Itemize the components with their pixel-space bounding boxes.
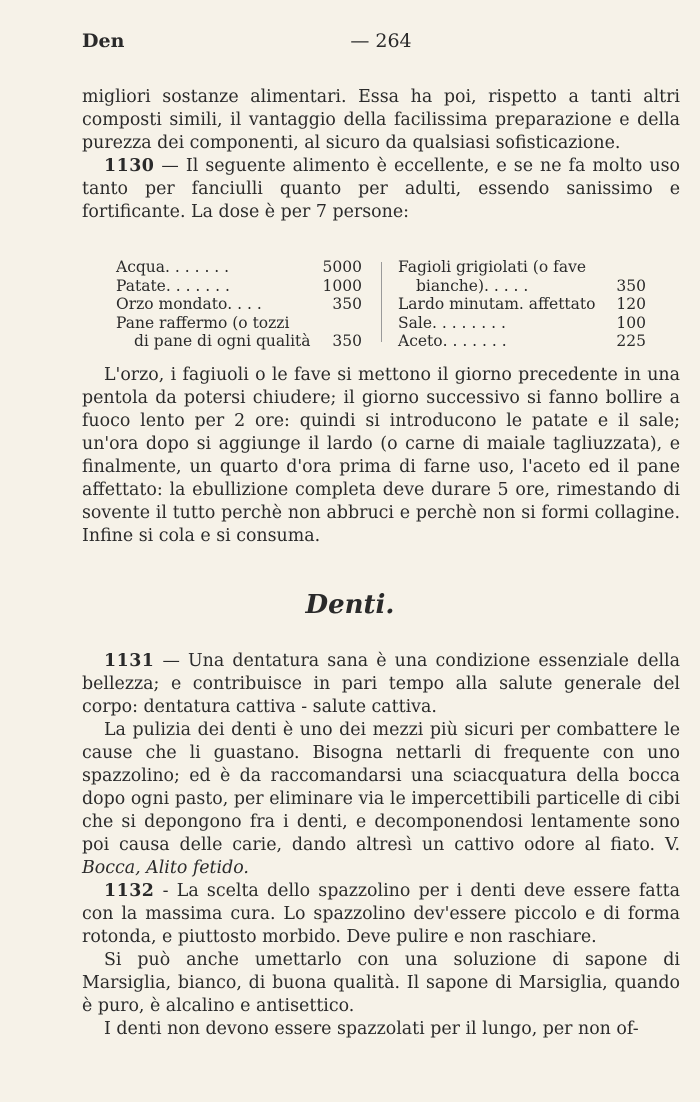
ingredient-row (116, 332, 362, 351)
paragraph-1131-cleaning-text: La pulizia dei denti è uno dei mezzi più sicuri per combattere le cause che li guastano. Bisogna nettarli di frequente con uno spazzolino; ed è da raccomandarsi una sciacquatura della bocca dopo ogni pasto, per eliminare via le impercettibili particelle di cibi che si depongono fra i denti, e decomponendosi lentamente sono poi causa delle carie, dando altresì un cattivo odore al fiato. (82, 720, 680, 855)
paragraph-1131 (82, 650, 680, 719)
ingredient-quantity: 1000 (322, 276, 362, 295)
ingredient-name: bianche) (416, 276, 484, 295)
ingredient-row (398, 277, 646, 296)
section-heading: Denti. (305, 590, 395, 620)
ingredient-row (398, 295, 646, 314)
text-block-top (82, 86, 680, 224)
page-number: — 264 (350, 30, 412, 52)
paragraph-1132-text: - La scelta dello spazzolino per i denti deve essere fatta con la massima cura. Lo spazzolino dev'essere piccolo e di forma rotonda, e piuttosto morbido. Deve pulire e non raschiare. (82, 881, 680, 947)
ingredient-quantity: 350 (616, 276, 646, 295)
ingredient-row (398, 314, 646, 333)
article-number-1132: 1132 (104, 881, 155, 901)
ingredient-row (116, 258, 362, 277)
ingredient-row (116, 277, 362, 296)
ingredient-row (116, 295, 362, 314)
ingredients-right-column (398, 258, 646, 351)
leader-dots: . . . . . . . (165, 258, 230, 276)
leader-dots: . . . . . . . . (432, 313, 506, 332)
ingredient-name: Sale (398, 313, 432, 332)
paragraph-1132-soap: Si può anche umettarlo con una soluzione di sapone di Marsiglia, bianco, di buona qualità. Il sapone di Marsiglia, quando è puro, è alcalino e antisettico. (82, 950, 680, 1016)
paragraph-1132-brushing: I denti non devono essere spazzolati per il lungo, per non of- (104, 1019, 639, 1039)
ingredient-row (398, 258, 646, 277)
ingredient-name: Acqua (116, 258, 166, 276)
article-number-1130: 1130 (104, 156, 155, 176)
ingredient-quantity: 350 (332, 295, 362, 313)
ingredient-quantity: 350 (332, 332, 362, 350)
leader-dots: . . . . (227, 295, 262, 313)
running-head-keyword: Den (82, 30, 125, 52)
ingredient-name: di pane di ogni qualità (134, 332, 311, 350)
cross-reference: Bocca, Alito fetido. (82, 858, 249, 878)
ingredient-name: Orzo mondato (116, 295, 228, 313)
leader-dots: . . . . . . . (165, 276, 230, 295)
paragraph-intro: migliori sostanze alimentari. Essa ha poi, rispetto a tanti altri composti simili, il vantaggio della facilissima preparazione e della purezza dei componenti, al sicuro da qualsiasi sofisticazione. (82, 87, 680, 153)
ingredient-quantity: 225 (616, 332, 646, 350)
paragraph-1130-text: — Il seguente alimento è eccellente, e se ne fa molto uso tanto per fanciulli quanto per adulti, essendo sanissimo e fortificante. La dose è per 7 persone: (82, 156, 680, 222)
ingredient-row (116, 314, 362, 333)
text-block-denti (82, 650, 680, 1041)
cross-reference-prefix: V. (655, 835, 680, 855)
article-number-1131: 1131 (104, 651, 155, 671)
paragraph-1131-text: — Una dentatura sana è una condizione essenziale della bellezza; e contribuisce in pari tempo alla salute generale del corpo: dentatura cattiva - salute cattiva. (82, 651, 680, 717)
ingredients-left-column (116, 258, 362, 351)
ingredient-quantity: 5000 (322, 258, 362, 276)
ingredient-quantity: 100 (616, 313, 646, 332)
ingredient-name: Patate (116, 276, 166, 295)
paragraph-1132 (82, 880, 680, 949)
ingredient-name: Pane raffermo (o tozzi (116, 313, 290, 332)
column-divider (381, 262, 382, 342)
paragraph-1130 (82, 155, 680, 224)
ingredient-name: Fagioli grigiolati (o fave (398, 258, 587, 276)
leader-dots: . . . . . (484, 276, 529, 295)
ingredient-name: Aceto (398, 332, 443, 350)
ingredient-row (398, 332, 646, 351)
leader-dots: . . . . . . . (442, 332, 507, 350)
paragraph-1130-method: L'orzo, i fagiuoli o le fave si mettono il giorno precedente in una pentola da potersi chiudere; il giorno successivo si fanno bollire a fuoco lento per 2 ore: quindi si introducono le patate e il sale; un'ora dopo si aggiunge il lardo (o carne di maiale tagliuzzata), e finalmente, un quarto d'ora prima di farne uso, l'aceto ed il pane affettato: la ebullizione completa deve durare 5 ore, rimestando di sovente il tutto perchè non abbruci e perchè non si formi collagine. Infine si cola e si consuma. (82, 365, 680, 546)
running-head (82, 30, 680, 54)
paragraph-1131-cleaning (82, 719, 680, 880)
ingredients-table (116, 258, 646, 350)
ingredient-quantity: 120 (616, 295, 646, 313)
ingredient-name: Lardo minutam. affettato (398, 295, 596, 313)
text-block-method (82, 364, 680, 548)
